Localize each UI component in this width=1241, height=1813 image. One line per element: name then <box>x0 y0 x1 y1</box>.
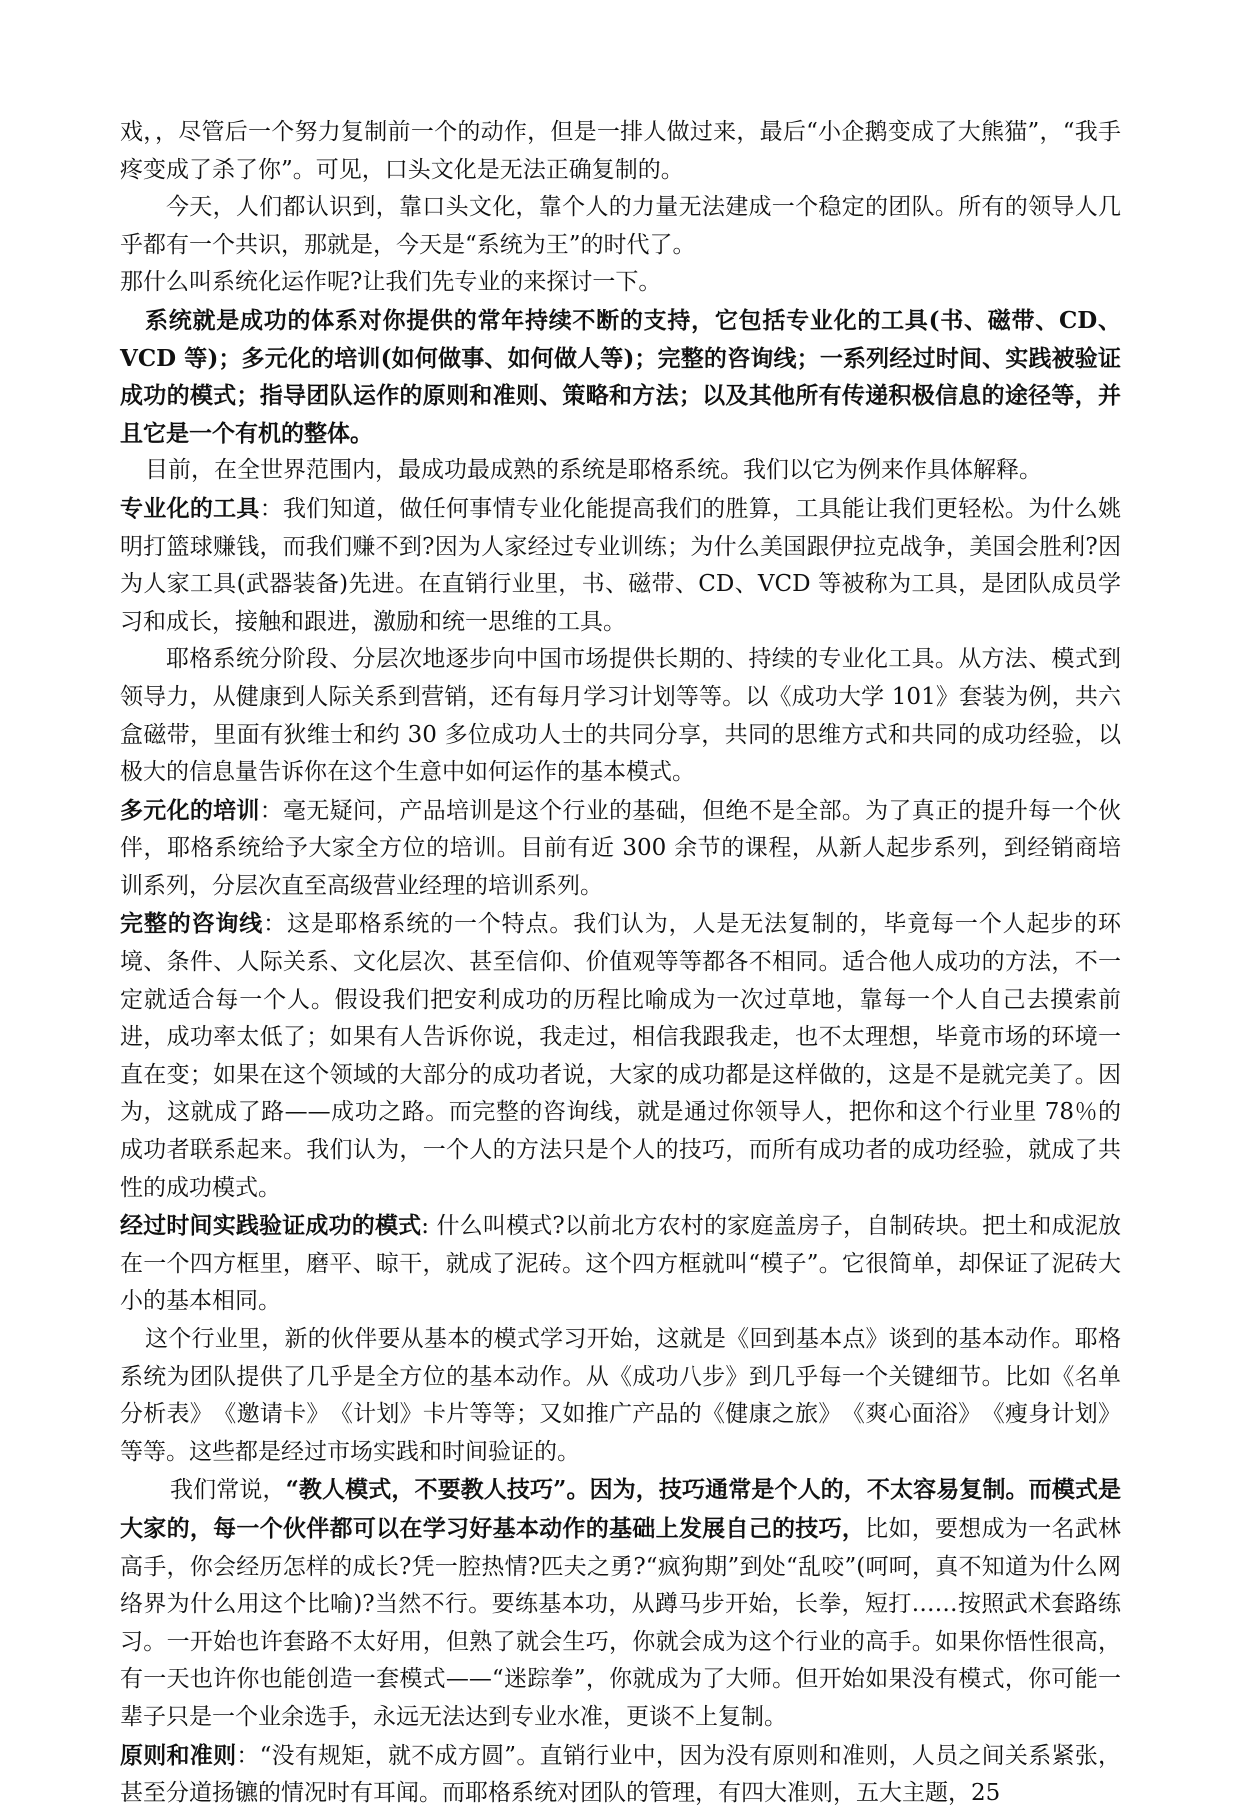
paragraph-12-lead: 我们常说， <box>170 1477 286 1504</box>
section-label-training: 多元化的培训 <box>120 796 260 824</box>
paragraph-12-text: 比如，要想成为一名武林高手，你会经历怎样的成长?凭一腔热情?匹夫之勇?“疯狗期”到处“乱咬”(呵呵，真不知道为什么网络界为什么用这个比喻)?当然不行。要练基本功，从蹲马步开始，长拳，短打……按照武术套路练习。一开始也许套路不太好用，但熟了就会生巧，你就会成为这个行业的高手。如果你悟性很高，有一天也许你也能创造一套模式——“迷踪拳”，你就成为了大师。但开始如果没有模式，你可能一辈子只是一个业余选手，永远无法达到专业水准，更谈不上复制。 <box>120 1515 1122 1730</box>
section-diverse-training <box>120 792 1121 906</box>
section-label-principles: 原则和准则 <box>120 1741 237 1769</box>
section-text-principles: ：“没有规矩，就不成方圆”。直销行业中，因为没有原则和准则，人员之间关系紧张，甚至分道扬镳的情况时有耳闻。而耶格系统对团队的管理，有四大准则，五大主题，25 <box>120 1742 1121 1807</box>
paragraph-2: 今天，人们都认识到，靠口头文化，靠个人的力量无法建成一个稳定的团队。所有的领导人几乎都有一个共识，那就是，今天是“系统为王”的时代了。 <box>120 194 1121 258</box>
paragraph-7: 耶格系统分阶段、分层次地逐步向中国市场提供长期的、持续的专业化工具。从方法、模式到领导力，从健康到人际关系到营销，还有每月学习计划等等。以《成功大学 101》套装为例，共六盒磁带，里面有狄维士和约 30 多位成功人士的共同分享，共同的思维方式和共同的成功经验，以极大的信息量告诉你在这个生意中如何运作的基本模式。 <box>120 646 1121 786</box>
document-page <box>120 114 1121 1813</box>
paragraph-12 <box>120 1471 1121 1736</box>
section-consulting-line <box>120 905 1121 1207</box>
paragraph-3: 那什么叫系统化运作呢?让我们先专业的来探讨一下。 <box>120 269 662 296</box>
section-label-consulting: 完整的咨询线 <box>120 910 264 938</box>
section-text-training: ：毫无疑问，产品培训是这个行业的基础，但绝不是全部。为了真正的提升每一个伙伴，耶格系统给予大家全方位的培训。目前有近 300 余节的课程，从新人起步系列，到经销商培训系列，分层次直至高级营业经理的培训系列。 <box>120 797 1122 899</box>
paragraph-12-emphasis: “教人模式，不要教人技巧”。因为，技巧通常是个人的，不太容易复制。而模式是大家的，每一个伙伴都可以在学习好基本动作的基础上发展自己的技巧， <box>120 1476 1122 1542</box>
paragraph-5: 目前，在全世界范围内，最成功最成熟的系统是耶格系统。我们以它为例来作具体解释。 <box>145 457 1042 484</box>
section-principles <box>120 1737 1121 1813</box>
section-proven-patterns <box>120 1207 1121 1321</box>
section-label-patterns: 经过时间实践验证成功的模式 <box>120 1212 422 1240</box>
section-text-consulting: ：这是耶格系统的一个特点。我们认为，人是无法复制的，毕竟每一个人起步的环境、条件、人际关系、文化层次、甚至信仰、价值观等等都各不相同。适合他人成功的方法，不一定就适合每一个人。假设我们把安利成功的历程比喻成为一次过草地，靠每一个人自己去摸索前进，成功率太低了；如果有人告诉你说，我走过，相信我跟我走，也不太理想，毕竟市场的环境一直在变；如果在这个领域的大部分的成功者说，大家的成功都是这样做的，这是不是就完美了。因为，这就成了路——成功之路。而完整的咨询线，就是通过你领导人，把你和这个行业里 78％的成功者联系起来。我们认为，一个人的方法只是个人的技巧，而所有成功者的成功经验，就成了共性的成功模式。 <box>120 911 1122 1201</box>
section-text-patterns: : 什么叫模式?以前北方农村的家庭盖房子，自制砖块。把土和成泥放在一个四方框里，磨平、晾干，就成了泥砖。这个四方框就叫“模子”。它很简单，却保证了泥砖大小的基本相同。 <box>120 1213 1121 1315</box>
system-definition-paragraph: 系统就是成功的体系对你提供的常年持续不断的支持，它包括专业化的工具(书、磁带、CD、VCD 等)；多元化的培训(如何做事、如何做人等)；完整的咨询线；一系列经过时间、实践被验证成功的模式；指导团队运作的原则和准则、策略和方法；以及其他所有传递积极信息的途径等，并且它是一个有机的整体。 <box>120 306 1121 447</box>
paragraph-11: 这个行业里，新的伙伴要从基本的模式学习开始，这就是《回到基本点》谈到的基本动作。耶格系统为团队提供了几乎是全方位的基本动作。从《成功八步》到几乎每一个关键细节。比如《名单分析表》 《邀请卡》 《计划》卡片等等；又如推广产品的《健康之旅》 《爽心面浴》 《瘦身计划》等等。这些都是经过市场实践和时间验证的。 <box>120 1326 1121 1465</box>
section-professional-tools <box>120 490 1121 641</box>
section-label-tools: 专业化的工具 <box>120 494 260 522</box>
paragraph-1: 戏，，尽管后一个努力复制前一个的动作，但是一排人做过来，最后“小企鹅变成了大熊猫”，“我手疼变成了杀了你”。可见，口头文化是无法正确复制的。 <box>120 119 1121 183</box>
section-text-tools: ：我们知道，做任何事情专业化能提高我们的胜算，工具能让我们更轻松。为什么姚明打篮球赚钱，而我们赚不到?因为人家经过专业训练；为什么美国跟伊拉克战争，美国会胜利?因为人家工具(武器装备)先进。在直销行业里，书、磁带、CD、VCD 等被称为工具，是团队成员学习和成长，接触和跟进，激励和统一思维的工具。 <box>120 495 1122 635</box>
